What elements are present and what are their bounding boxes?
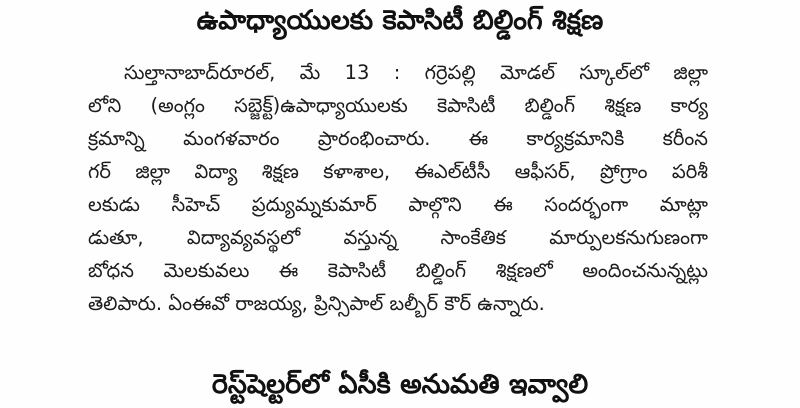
next-article-headline: రెస్ట్‌షెల్టర్‌లో ఏసీకి అనుమతి ఇవ్వాలి bbox=[211, 369, 589, 400]
article-line: డుతూ, విద్యావ్యవస్థలో వస్తున్న సాంకేతిక మార్పులకనుగుణంగా bbox=[88, 226, 708, 249]
article-line: తెలిపారు. ఏంఈవో రాజయ్య, ప్రిన్సిపాల్ బల్బీర్ కౌర్ ఉన్నారు. bbox=[88, 292, 545, 315]
article-line: గర్ జిల్లా విద్యా శిక్షణ కళాశాల, ఈఎల్‌టీసీ ఆఫీసర్, ప్రోగ్రాం పరిశీ bbox=[88, 160, 708, 183]
article-headline: ఉపాధ్యాయులకు కెపాసిటీ బిల్డింగ్ శిక్షణ bbox=[196, 5, 604, 36]
article-line: లకుడు సీహెచ్ ప్రద్యుమ్నకుమార్ పాల్గొని ఈ సందర్భంగా మాట్లా bbox=[88, 193, 708, 216]
article-line: సుల్తానాబాద్‌రూరల్, మే 13 : గర్రెపల్లి మోడల్ స్కూల్‌లో జిల్లా bbox=[124, 61, 708, 84]
article-body bbox=[88, 56, 708, 320]
article-line: క్రమాన్ని మంగళవారం ప్రారంభించారు. ఈ కార్యక్రమానికి కరీంన bbox=[88, 127, 708, 150]
article-line: బోధన మెలకువలు ఈ కెపాసిటీ బిల్డింగ్ శిక్షణలో అందించనున్నట్లు bbox=[88, 259, 708, 282]
article-line: లోని (అంగ్లం సబ్జెక్ట్)ఉపాధ్యాయులకు కెపాసిటీ బిల్డింగ్ శిక్షణ కార్య bbox=[88, 94, 708, 117]
